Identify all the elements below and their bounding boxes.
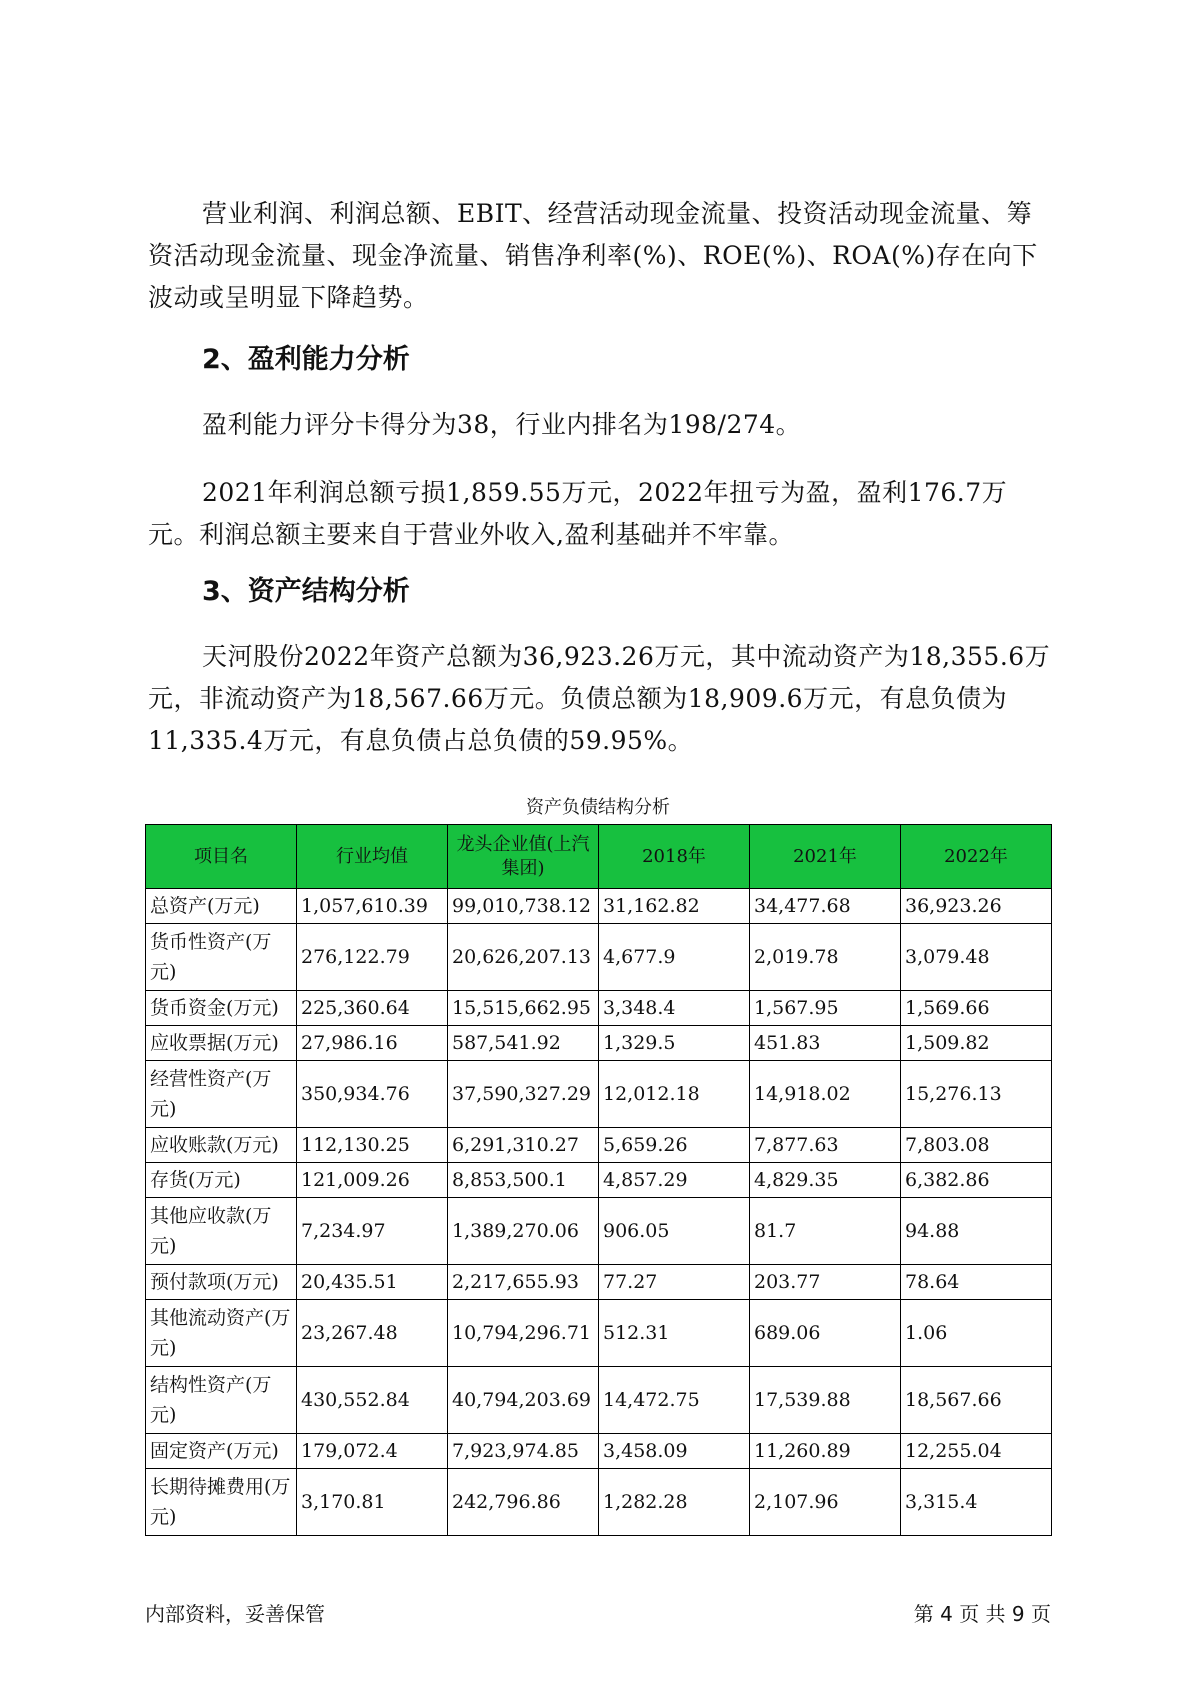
footer-confidential-note: 内部资料，妥善保管 <box>145 1602 325 1626</box>
table-cell: 1,329.5 <box>599 1026 750 1061</box>
table-cell: 34,477.68 <box>750 889 901 924</box>
table-cell: 430,552.84 <box>297 1367 448 1434</box>
table-cell: 1.06 <box>901 1300 1052 1367</box>
table-cell: 5,659.26 <box>599 1128 750 1163</box>
table-caption: 资产负债结构分析 <box>526 797 670 818</box>
section-heading-asset-structure: 3、资产结构分析 <box>202 576 410 607</box>
row-label: 经营性资产(万元) <box>146 1061 297 1128</box>
table-row <box>146 1469 1052 1536</box>
table-cell: 7,234.97 <box>297 1198 448 1265</box>
table-cell: 451.83 <box>750 1026 901 1061</box>
table-cell: 689.06 <box>750 1300 901 1367</box>
table-cell: 3,458.09 <box>599 1434 750 1469</box>
table-cell: 2,217,655.93 <box>448 1265 599 1300</box>
table-cell: 2,107.96 <box>750 1469 901 1536</box>
table-cell: 276,122.79 <box>297 924 448 991</box>
column-header: 2022年 <box>901 825 1052 889</box>
table-cell: 7,803.08 <box>901 1128 1052 1163</box>
paragraph-assets: 天河股份2022年资产总额为36,923.26万元，其中流动资产为18,355.6万元，非流动资产为18,567.66万元。负债总额为18,909.6万元，有息负债为11,335.4万元，有息负债占总负债的59.95%。 <box>148 642 1051 755</box>
table-cell: 11,260.89 <box>750 1434 901 1469</box>
table-cell: 27,986.16 <box>297 1026 448 1061</box>
table-cell: 4,677.9 <box>599 924 750 991</box>
table-cell: 1,389,270.06 <box>448 1198 599 1265</box>
paragraph-score: 盈利能力评分卡得分为38，行业内排名为198/274。 <box>202 410 802 439</box>
row-label: 其他流动资产(万元) <box>146 1300 297 1367</box>
table-cell: 99,010,738.12 <box>448 889 599 924</box>
column-header: 2018年 <box>599 825 750 889</box>
table-cell: 40,794,203.69 <box>448 1367 599 1434</box>
table-cell: 77.27 <box>599 1265 750 1300</box>
table-cell: 36,923.26 <box>901 889 1052 924</box>
table-cell: 7,923,974.85 <box>448 1434 599 1469</box>
table-cell: 242,796.86 <box>448 1469 599 1536</box>
table-cell: 31,162.82 <box>599 889 750 924</box>
table-cell: 7,877.63 <box>750 1128 901 1163</box>
table-header-row <box>146 825 1052 889</box>
table-cell: 15,276.13 <box>901 1061 1052 1128</box>
row-label: 总资产(万元) <box>146 889 297 924</box>
table-cell: 4,829.35 <box>750 1163 901 1198</box>
table-row <box>146 1026 1052 1061</box>
table-cell: 112,130.25 <box>297 1128 448 1163</box>
table-row <box>146 1061 1052 1128</box>
table-cell: 1,569.66 <box>901 991 1052 1026</box>
row-label: 结构性资产(万元) <box>146 1367 297 1434</box>
table-cell: 179,072.4 <box>297 1434 448 1469</box>
table-cell: 1,282.28 <box>599 1469 750 1536</box>
table-cell: 14,918.02 <box>750 1061 901 1128</box>
table-cell: 14,472.75 <box>599 1367 750 1434</box>
table-cell: 12,012.18 <box>599 1061 750 1128</box>
column-header: 行业均值 <box>297 825 448 889</box>
table-row <box>146 1265 1052 1300</box>
table-cell: 8,853,500.1 <box>448 1163 599 1198</box>
table-cell: 81.7 <box>750 1198 901 1265</box>
table-row <box>146 924 1052 991</box>
row-label: 存货(万元) <box>146 1163 297 1198</box>
table-cell: 15,515,662.95 <box>448 991 599 1026</box>
paragraph-profit: 2021年利润总额亏损1,859.55万元，2022年扭亏为盈，盈利176.7万元。利润总额主要来自于营业外收入,盈利基础并不牢靠。 <box>148 478 1008 549</box>
section-heading-profitability: 2、盈利能力分析 <box>202 344 410 375</box>
table-cell: 10,794,296.71 <box>448 1300 599 1367</box>
table-cell: 225,360.64 <box>297 991 448 1026</box>
table-cell: 17,539.88 <box>750 1367 901 1434</box>
table-cell: 3,170.81 <box>297 1469 448 1536</box>
table-cell: 6,291,310.27 <box>448 1128 599 1163</box>
table-cell: 2,019.78 <box>750 924 901 991</box>
table-cell: 1,567.95 <box>750 991 901 1026</box>
table-cell: 6,382.86 <box>901 1163 1052 1198</box>
paragraph-trend: 营业利润、利润总额、EBIT、经营活动现金流量、投资活动现金流量、筹资活动现金流量、现金净流量、销售净利率(%)、ROE(%)、ROA(%)存在向下波动或呈明显下降趋势。 <box>148 199 1038 312</box>
table-cell: 512.31 <box>599 1300 750 1367</box>
table-cell: 350,934.76 <box>297 1061 448 1128</box>
table-row <box>146 889 1052 924</box>
table-row <box>146 1300 1052 1367</box>
asset-liability-table <box>145 824 1052 1536</box>
table-cell: 23,267.48 <box>297 1300 448 1367</box>
table-cell: 12,255.04 <box>901 1434 1052 1469</box>
table-cell: 20,435.51 <box>297 1265 448 1300</box>
table-row <box>146 1198 1052 1265</box>
table-cell: 18,567.66 <box>901 1367 1052 1434</box>
row-label: 货币性资产(万元) <box>146 924 297 991</box>
table-cell: 20,626,207.13 <box>448 924 599 991</box>
column-header: 2021年 <box>750 825 901 889</box>
table-cell: 587,541.92 <box>448 1026 599 1061</box>
row-label: 长期待摊费用(万元) <box>146 1469 297 1536</box>
row-label: 应收账款(万元) <box>146 1128 297 1163</box>
table-cell: 1,057,610.39 <box>297 889 448 924</box>
table-cell: 94.88 <box>901 1198 1052 1265</box>
row-label: 固定资产(万元) <box>146 1434 297 1469</box>
row-label: 其他应收款(万元) <box>146 1198 297 1265</box>
table-row <box>146 1367 1052 1434</box>
column-header: 龙头企业值(上汽集团) <box>448 825 599 889</box>
table-cell: 3,079.48 <box>901 924 1052 991</box>
row-label: 应收票据(万元) <box>146 1026 297 1061</box>
table-cell: 4,857.29 <box>599 1163 750 1198</box>
footer-page-number: 第 4 页 共 9 页 <box>913 1602 1051 1626</box>
table-row <box>146 1163 1052 1198</box>
table-row <box>146 991 1052 1026</box>
table-cell: 3,348.4 <box>599 991 750 1026</box>
table-row <box>146 1434 1052 1469</box>
table-cell: 906.05 <box>599 1198 750 1265</box>
row-label: 预付款项(万元) <box>146 1265 297 1300</box>
table-cell: 203.77 <box>750 1265 901 1300</box>
table-cell: 121,009.26 <box>297 1163 448 1198</box>
table-row <box>146 1128 1052 1163</box>
table-cell: 3,315.4 <box>901 1469 1052 1536</box>
table-cell: 37,590,327.29 <box>448 1061 599 1128</box>
table-cell: 1,509.82 <box>901 1026 1052 1061</box>
row-label: 货币资金(万元) <box>146 991 297 1026</box>
table-cell: 78.64 <box>901 1265 1052 1300</box>
column-header: 项目名 <box>146 825 297 889</box>
